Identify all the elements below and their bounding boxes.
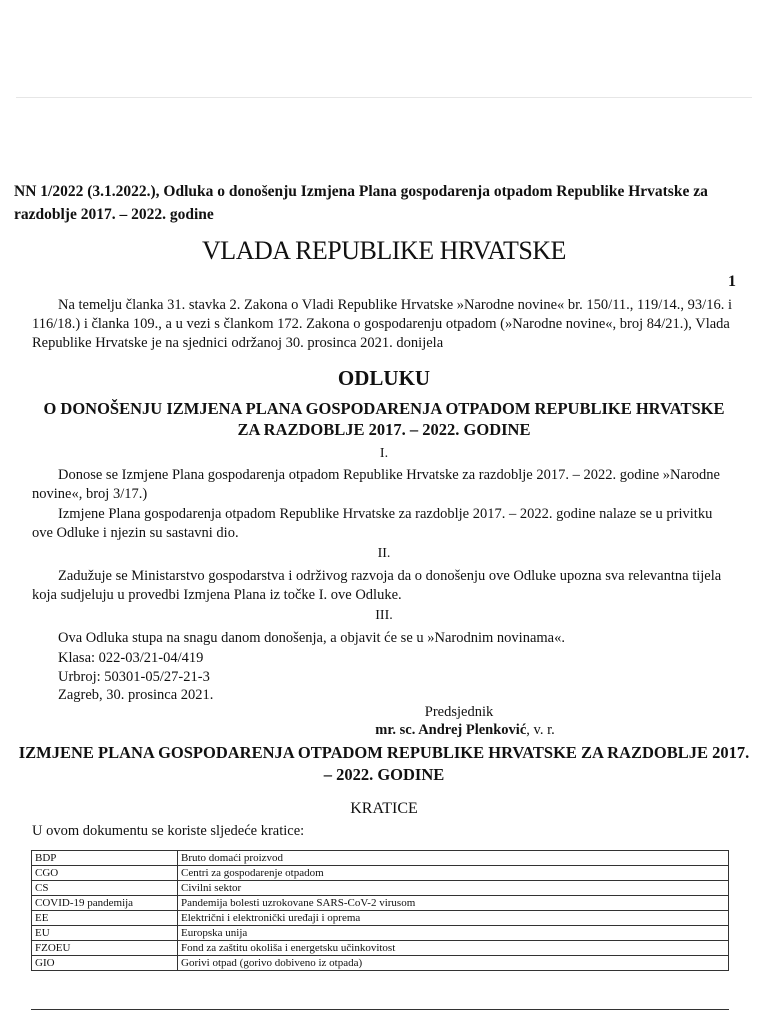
table-row [32, 896, 729, 911]
abbr-cell: FZOEU [32, 941, 178, 956]
section-numeral-2: II. [377, 546, 391, 561]
meaning-cell: Gorivi otpad (gorivo dobiveno iz otpada) [178, 956, 729, 971]
meaning-cell: Civilni sektor [178, 881, 729, 896]
section3-paragraph-1: Ova Odluka stupa na snagu danom donošenja, a objavit će se u »Narodnim novinama«. [58, 630, 565, 646]
plan-title: IZMJENE PLANA GOSPODARENJA OTPADOM REPUBLIKE HRVATSKE ZA RAZDOBLJE 2017. – 2022. GODINE [18, 743, 750, 784]
urbroj-line: Urbroj: 50301-05/27-21-3 [58, 669, 210, 685]
abbr-cell: EU [32, 926, 178, 941]
abbr-cell: CGO [32, 866, 178, 881]
abbr-cell: EE [32, 911, 178, 926]
place-date-line: Zagreb, 30. prosinca 2021. [58, 687, 214, 703]
meaning-cell: Europska unija [178, 926, 729, 941]
section2-paragraph-1: Zadužuje se Ministarstvo gospodarstva i održivog razvoja da o donošenju ove Odluke upozna sva relevantna tijela koja sudjeluju u provedbi Izmjena Plana iz točke I. ove Odluke. [32, 568, 722, 603]
abbr-cell: COVID-19 pandemija [32, 896, 178, 911]
abbr-cell: BDP [32, 851, 178, 866]
abbreviations-table [31, 850, 729, 971]
signature-suffix: , v. r. [526, 722, 555, 738]
gazette-heading: NN 1/2022 (3.1.2022.), Odluka o donošenju Izmjena Plana gospodarenja otpadom Republike Hrvatske za razdoblje 2017. – 2022. godine [14, 183, 708, 223]
signature-role: Predsjednik [424, 704, 494, 720]
bottom-divider [31, 1009, 729, 1010]
decision-title: ODLUKU [337, 366, 431, 390]
section1-paragraph-1: Donose se Izmjene Plana gospodarenja otpadom Republike Hrvatske za razdoblje 2017. – 2022. godine »Narodne novine«, broj 3/17.) [32, 467, 720, 502]
abbr-cell: GIO [32, 956, 178, 971]
document-number: 1 [728, 273, 736, 290]
signature-name: mr. sc. Andrej Plenković [375, 722, 527, 738]
meaning-cell: Centri za gospodarenje otpadom [178, 866, 729, 881]
section-numeral-1: I. [379, 446, 389, 461]
meaning-cell: Pandemija bolesti uzrokovane SARS-CoV-2 virusom [178, 896, 729, 911]
issuer-title: VLADA REPUBLIKE HRVATSKE [202, 236, 566, 265]
section1-paragraph-2: Izmjene Plana gospodarenja otpadom Republike Hrvatske za razdoblje 2017. – 2022. godine nalaze se u privitku ove Odluke i njezin su sastavni dio. [32, 506, 713, 541]
table-row [32, 926, 729, 941]
table-row [32, 881, 729, 896]
klasa-line: Klasa: 022-03/21-04/419 [58, 650, 204, 666]
abbreviations-heading: KRATICE [350, 800, 418, 817]
decision-subtitle: O DONOŠENJU IZMJENA PLANA GOSPODARENJA OTPADOM REPUBLIKE HRVATSKE ZA RAZDOBLJE 2017. – 2022. GODINE [43, 399, 725, 439]
signature-block [0, 722, 768, 739]
table-row [32, 941, 729, 956]
table-row [32, 866, 729, 881]
meaning-cell: Fond za zaštitu okoliša i energetsku učinkovitost [178, 941, 729, 956]
meaning-cell: Električni i elektronički uređaji i oprema [178, 911, 729, 926]
table-row [32, 956, 729, 971]
section-numeral-3: III. [375, 608, 393, 623]
table-row [32, 911, 729, 926]
abbr-cell: CS [32, 881, 178, 896]
top-divider [16, 97, 752, 98]
preamble-paragraph: Na temelju članka 31. stavka 2. Zakona o Vladi Republike Hrvatske »Narodne novine« br. 150/11., 119/14., 93/16. i 116/18.) i članka 109., a u vezi s člankom 172. Zakona o gospodarenju otpadom (»Narodne novine«, broj 84/21.), Vlada Republike Hrvatske je na sjednici održanoj 30. prosinca 2021. donijela [32, 297, 732, 351]
meaning-cell: Bruto domaći proizvod [178, 851, 729, 866]
table-row [32, 851, 729, 866]
abbreviations-intro: U ovom dokumentu se koriste sljedeće kratice: [32, 823, 305, 839]
